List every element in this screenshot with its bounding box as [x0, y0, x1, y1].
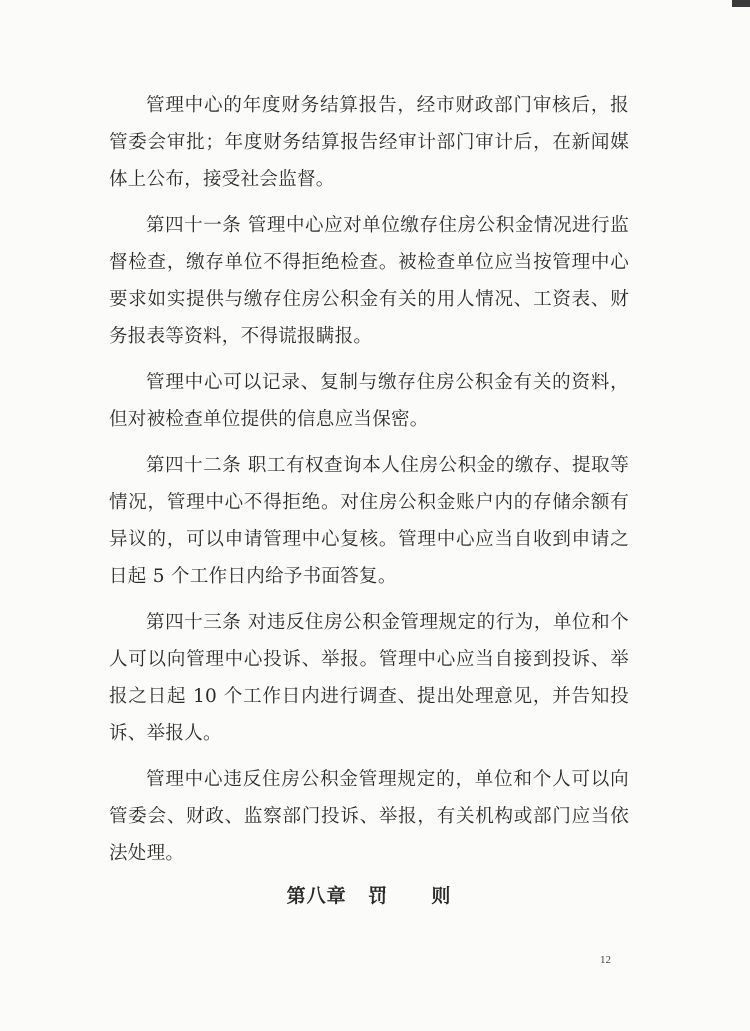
paragraph-article-42: 第四十二条 职工有权查询本人住房公积金的缴存、提取等情况，管理中心不得拒绝。对住房公积金账户内的存储余额有异议的，可以申请管理中心复核。管理中心应当自收到申请之日起 5 个工作日内给予书面答复。: [109, 455, 629, 587]
page-number: 12: [600, 954, 611, 966]
scan-edge-mark: [732, 0, 750, 7]
chapter-heading: 第八章 罚 则: [286, 885, 452, 907]
paragraph-article-43: 第四十三条 对违反住房公积金管理规定的行为，单位和个人可以向管理中心投诉、举报。管理中心应当自接到投诉、举报之日起 10 个工作日内进行调查、提出处理意见，并告知投诉、举报人。: [109, 612, 629, 744]
paragraph-article-41: 第四十一条 管理中心应对单位缴存住房公积金情况进行监督检查，缴存单位不得拒绝检查。被检查单位应当按管理中心要求如实提供与缴存住房公积金有关的用人情况、工资表、财务报表等资料，不得谎报瞒报。: [109, 215, 629, 347]
document-body: [109, 87, 629, 908]
paragraph-annual-report: 管理中心的年度财务结算报告，经市财政部门审核后，报管委会审批；年度财务结算报告经审计部门审计后，在新闻媒体上公布，接受社会监督。: [109, 95, 629, 190]
paragraph-complaints: 管理中心违反住房公积金管理规定的，单位和个人可以向管委会、财政、监察部门投诉、举报，有关机构或部门应当依法处理。: [109, 769, 629, 864]
paragraph-records-confidentiality: 管理中心可以记录、复制与缴存住房公积金有关的资料，但对被检查单位提供的信息应当保密。: [109, 372, 629, 430]
